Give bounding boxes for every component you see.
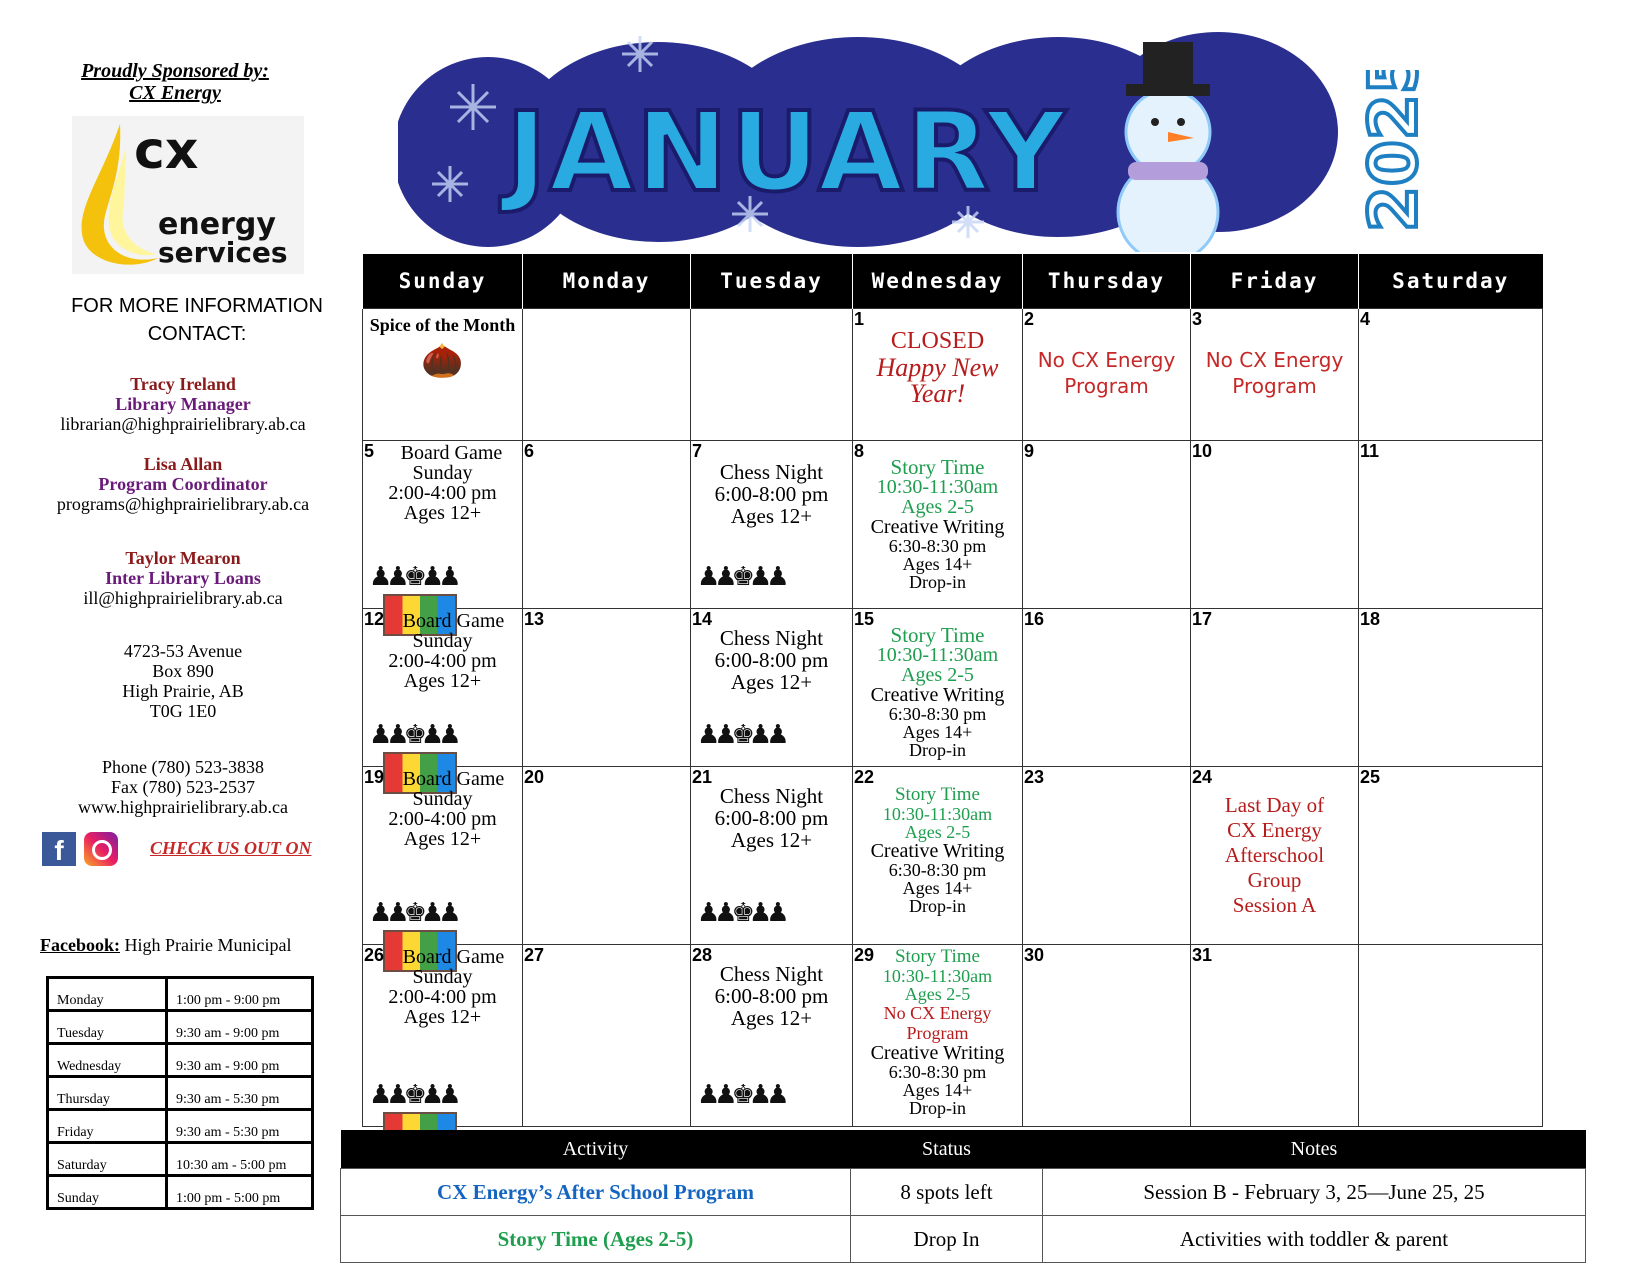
week-row (363, 945, 1543, 1127)
cloves-icon: 🌰 (421, 343, 464, 380)
activity-table (340, 1130, 1586, 1263)
day-cell-29: 29 Story Time 10:30-11:30am Ages 2-5 No CX Energy Program Creative Writing 6:30-8:30 pm Ages 14+ Drop-in (853, 945, 1023, 1127)
day-cell-empty (1359, 945, 1543, 1127)
day-cell-1: 1 CLOSED Happy New Year! (853, 309, 1023, 441)
cx-energy-logo (72, 116, 304, 274)
weekday-sunday: Sunday (363, 254, 523, 309)
table-row (341, 1216, 1586, 1263)
calendar-grid (362, 254, 1543, 1127)
table-row (341, 1169, 1586, 1216)
chess-pieces-icon: ♟♟♚♟♟ (369, 1080, 456, 1109)
hours-row: Thursday 9:30 am - 5:30 pm (48, 1077, 313, 1110)
weekday-friday: Friday (1191, 254, 1359, 309)
sidebar (0, 0, 350, 1276)
status-cell: 8 spots left (851, 1169, 1043, 1216)
email-link[interactable]: librarian@highprairielibrary.ab.ca (60, 414, 306, 434)
day-cell-12: 12 Board Game Sunday 2:00-4:00 pm Ages 12+ ♟♟♚♟♟ (363, 609, 523, 767)
day-cell-3: 3 No CX Energy Program (1191, 309, 1359, 441)
week-row (363, 441, 1543, 609)
banner-graphic (398, 22, 1408, 252)
day-cell-2: 2 No CX Energy Program (1023, 309, 1191, 441)
chess-pieces-icon: ♟♟♚♟♟ (369, 898, 456, 927)
website-link[interactable]: www.highprairielibrary.ab.ca (77, 797, 289, 817)
social-links (42, 832, 342, 870)
notes-cell: Activities with toddler & parent (1043, 1216, 1586, 1263)
day-cell-24: 24 Last Day of CX Energy Afterschool Group Session A (1191, 767, 1359, 945)
activity-header: Activity (341, 1130, 851, 1169)
year-text: 2025 (1358, 70, 1430, 232)
january-banner (398, 22, 1408, 252)
day-cell-26: 26 Board Game Sunday 2:00-4:00 pm Ages 12+ ♟♟♚♟♟ (363, 945, 523, 1127)
facebook-line: Facebook: High Prairie Municipal (40, 935, 292, 955)
chess-pieces-icon: ♟♟♚♟♟ (697, 720, 784, 749)
spice-cell: Spice of the Month 🌰 (363, 309, 523, 441)
instagram-icon[interactable] (84, 832, 118, 866)
week-row (363, 609, 1543, 767)
day-cell-13: 13 (523, 609, 691, 767)
contact-lisa: Lisa Allan Program Coordinator programs@highprairielibrary.ab.ca (18, 454, 348, 514)
weekday-saturday: Saturday (1359, 254, 1543, 309)
fax-number: Fax (780) 523-2537 (111, 777, 255, 797)
contact-taylor: Taylor Mearon Inter Library Loans ill@highprairielibrary.ab.ca (18, 548, 348, 608)
day-cell-7: 7 Chess Night 6:00-8:00 pm Ages 12+ ♟♟♚♟♟ (691, 441, 853, 609)
day-cell-20: 20 (523, 767, 691, 945)
chess-pieces-icon: ♟♟♚♟♟ (697, 562, 784, 591)
chess-pieces-icon: ♟♟♚♟♟ (697, 898, 784, 927)
hours-table (46, 976, 314, 1210)
activity-cell: Story Time (Ages 2-5) (341, 1216, 851, 1263)
hours-row: Monday 1:00 pm - 9:00 pm (48, 978, 313, 1011)
day-cell-8: 8 Story Time 10:30-11:30am Ages 2-5 Creative Writing 6:30-8:30 pm Ages 14+ Drop-in (853, 441, 1023, 609)
day-cell-21: 21 Chess Night 6:00-8:00 pm Ages 12+ ♟♟♚♟♟ (691, 767, 853, 945)
weekday-thursday: Thursday (1023, 254, 1191, 309)
status-header: Status (851, 1130, 1043, 1169)
day-cell-28: 28 Chess Night 6:00-8:00 pm Ages 12+ ♟♟♚♟♟ (691, 945, 853, 1127)
day-cell-22: 22 Story Time 10:30-11:30am Ages 2-5 Creative Writing 6:30-8:30 pm Ages 14+ Drop-in (853, 767, 1023, 945)
closed-label: CLOSED (890, 328, 985, 354)
phone-block (18, 757, 348, 817)
status-cell: Drop In (851, 1216, 1043, 1263)
day-cell-30: 30 (1023, 945, 1191, 1127)
logo-cx-text: cx (134, 121, 199, 181)
hours-row: Sunday 1:00 pm - 5:00 pm (48, 1176, 313, 1209)
day-cell-23: 23 (1023, 767, 1191, 945)
hours-row: Friday 9:30 am - 5:30 pm (48, 1110, 313, 1143)
day-cell-27: 27 (523, 945, 691, 1127)
week-row (363, 309, 1543, 441)
day-cell-6: 6 (523, 441, 691, 609)
chess-pieces-icon: ♟♟♚♟♟ (369, 562, 456, 591)
weekday-header-row (363, 254, 1543, 309)
cx-drop-logo-icon (72, 116, 304, 274)
day-cell-16: 16 (1023, 609, 1191, 767)
contact-tracy: Tracy Ireland Library Manager librarian@highprairielibrary.ab.ca (18, 374, 348, 434)
day-cell-5: 5 Board Game Sunday 2:00-4:00 pm Ages 12+ ♟♟♚♟♟ (363, 441, 523, 609)
weekday-monday: Monday (523, 254, 691, 309)
day-cell-31: 31 (1191, 945, 1359, 1127)
logo-services-text: services (158, 236, 288, 269)
phone-number: Phone (780) 523-3838 (102, 757, 264, 777)
day-cell-empty (691, 309, 853, 441)
day-cell-19: 19 Board Game Sunday 2:00-4:00 pm Ages 12+ ♟♟♚♟♟ (363, 767, 523, 945)
activity-cell: CX Energy’s After School Program (341, 1169, 851, 1216)
day-cell-18: 18 (1359, 609, 1543, 767)
hours-row: Wednesday 9:30 am - 9:00 pm (48, 1044, 313, 1077)
notes-cell: Session B - February 3, 25—June 25, 25 (1043, 1169, 1586, 1216)
month-title: JANUARY (506, 88, 1068, 216)
sponsor-heading: Proudly Sponsored by: CX Energy (81, 60, 269, 104)
activity-header-row (341, 1130, 1586, 1169)
day-cell-25: 25 (1359, 767, 1543, 945)
day-cell-10: 10 (1191, 441, 1359, 609)
chess-pieces-icon: ♟♟♚♟♟ (369, 720, 456, 749)
hours-row: Saturday 10:30 am - 5:00 pm (48, 1143, 313, 1176)
day-cell-empty (523, 309, 691, 441)
facebook-icon[interactable]: f (42, 832, 76, 866)
logo-energy-text: energy (158, 207, 276, 242)
hours-row: Tuesday 9:30 am - 9:00 pm (48, 1011, 313, 1044)
happy-new-year-text: Happy New Year! (876, 353, 999, 408)
library-address: 4723-53 Avenue Box 890 High Prairie, AB T0G 1E0 (122, 641, 244, 721)
day-cell-14: 14 Chess Night 6:00-8:00 pm Ages 12+ ♟♟♚♟♟ (691, 609, 853, 767)
day-cell-15: 15 Story Time 10:30-11:30am Ages 2-5 Creative Writing 6:30-8:30 pm Ages 14+ Drop-in (853, 609, 1023, 767)
notes-header: Notes (1043, 1130, 1586, 1169)
day-cell-4: 4 (1359, 309, 1543, 441)
day-cell-11: 11 (1359, 441, 1543, 609)
more-info-heading: FOR MORE INFORMATION CONTACT: (71, 295, 323, 345)
year-label (1358, 70, 1430, 240)
email-link[interactable]: programs@highprairielibrary.ab.ca (56, 494, 310, 514)
week-row (363, 767, 1543, 945)
chess-pieces-icon: ♟♟♚♟♟ (697, 1080, 784, 1109)
check-us-out-link[interactable]: CHECK US OUT ON (150, 838, 312, 858)
weekday-wednesday: Wednesday (853, 254, 1023, 309)
day-cell-17: 17 (1191, 609, 1359, 767)
email-link[interactable]: ill@highprairielibrary.ab.ca (83, 588, 283, 608)
weekday-tuesday: Tuesday (691, 254, 853, 309)
day-cell-9: 9 (1023, 441, 1191, 609)
